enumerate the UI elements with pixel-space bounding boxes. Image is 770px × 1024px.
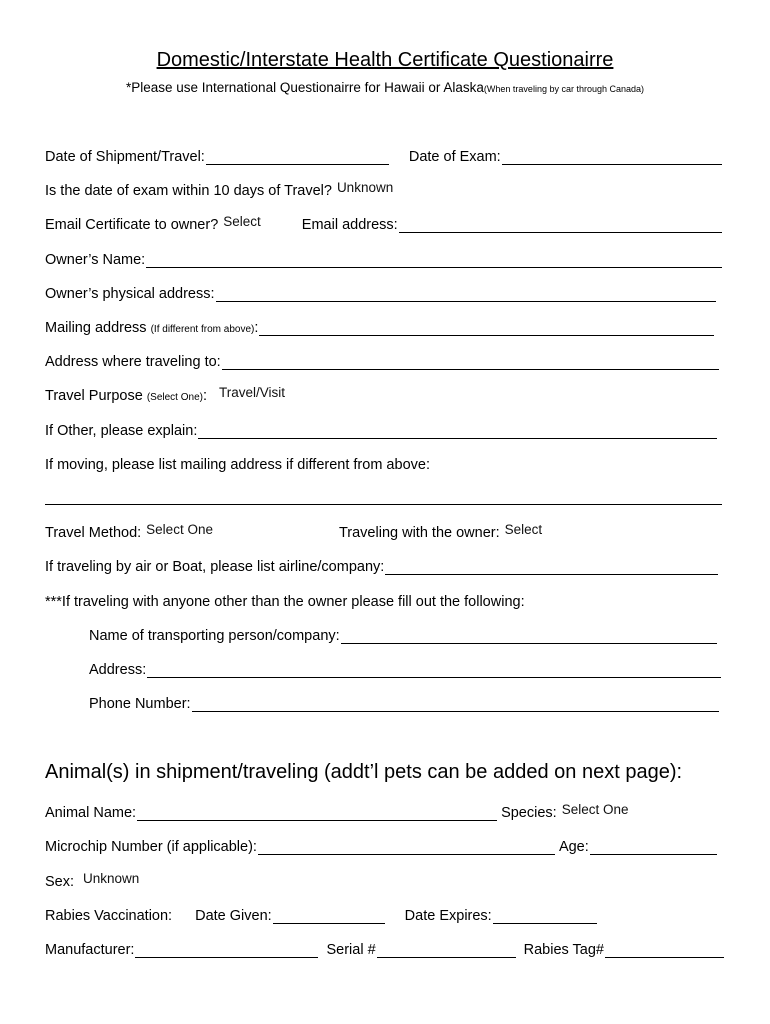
travel-method-select[interactable]: Select One xyxy=(146,522,213,537)
date-expires-label: Date Expires: xyxy=(404,908,492,924)
row-purpose xyxy=(45,384,722,404)
traveling-to-field[interactable] xyxy=(222,353,719,370)
transport-address-field[interactable] xyxy=(147,661,721,678)
species-select[interactable]: Select One xyxy=(561,802,629,817)
row-other-person-note xyxy=(45,590,722,610)
row-moving xyxy=(45,453,722,473)
animal-name-field[interactable] xyxy=(137,804,497,821)
date-exam-field[interactable] xyxy=(502,148,722,165)
row-within-10-days xyxy=(45,179,722,199)
purpose-label: Travel Purpose (Select One): xyxy=(45,388,207,404)
date-shipment-label: Date of Shipment/Travel: xyxy=(45,149,205,165)
transport-address-label: Address: xyxy=(89,662,147,678)
row-sex xyxy=(45,870,722,890)
subtitle-main: *Please use International Questionairre for Hawaii or Alaska xyxy=(125,80,484,95)
email-address-label: Email address: xyxy=(301,217,398,233)
manufacturer-label: Manufacturer: xyxy=(45,942,135,958)
date-shipment-field[interactable] xyxy=(206,148,389,165)
row-traveling-to xyxy=(45,350,719,370)
date-given-label: Date Given: xyxy=(195,908,272,924)
within-10-days-select[interactable]: Unknown xyxy=(336,180,394,195)
row-owner-physical xyxy=(45,282,716,302)
age-label: Age: xyxy=(558,839,589,855)
sex-select[interactable]: Unknown xyxy=(83,871,140,886)
subtitle-note: (When traveling by car through Canada) xyxy=(483,84,645,94)
rabies-tag-label: Rabies Tag# xyxy=(523,942,604,958)
row-email xyxy=(45,213,722,233)
row-other-explain xyxy=(45,419,717,439)
row-mailing xyxy=(45,316,714,336)
serial-field[interactable] xyxy=(377,941,516,958)
manufacturer-field[interactable] xyxy=(135,941,318,958)
other-person-note: ***If traveling with anyone other than the owner please fill out the following: xyxy=(45,594,525,610)
mailing-label: Mailing address (If different from above): xyxy=(45,320,259,336)
species-label: Species: xyxy=(501,805,557,821)
email-cert-select[interactable]: Select xyxy=(223,214,261,229)
row-animal-name xyxy=(45,801,722,821)
within-10-days-label: Is the date of exam within 10 days of Travel? xyxy=(45,183,332,199)
rabies-label: Rabies Vaccination: xyxy=(45,908,173,924)
transport-name-field[interactable] xyxy=(341,627,717,644)
page-title: Domestic/Interstate Health Certificate Questionairre xyxy=(156,49,614,71)
traveling-to-label: Address where traveling to: xyxy=(45,354,221,370)
owner-physical-field[interactable] xyxy=(216,285,716,302)
row-travel-method xyxy=(45,521,722,541)
age-field[interactable] xyxy=(590,838,717,855)
page-subtitle xyxy=(0,80,770,95)
moving-address-field[interactable] xyxy=(45,504,722,505)
animal-name-label: Animal Name: xyxy=(45,805,137,821)
microchip-label: Microchip Number (if applicable): xyxy=(45,839,257,855)
row-rabies xyxy=(45,904,722,924)
with-owner-select[interactable]: Select xyxy=(504,522,543,537)
row-microchip xyxy=(45,835,717,855)
email-address-field[interactable] xyxy=(399,216,722,233)
row-owner-name xyxy=(45,248,722,268)
row-manufacturer xyxy=(45,938,724,958)
transport-name-label: Name of transporting person/company: xyxy=(89,628,340,644)
date-exam-label: Date of Exam: xyxy=(408,149,501,165)
row-transport-address xyxy=(89,658,721,678)
purpose-select[interactable]: Travel/Visit xyxy=(219,385,286,400)
serial-label: Serial # xyxy=(326,942,376,958)
row-airline xyxy=(45,555,718,575)
moving-label: If moving, please list mailing address if different from above: xyxy=(45,457,430,473)
transport-phone-label: Phone Number: xyxy=(89,696,191,712)
row-transport-name xyxy=(89,624,717,644)
airline-label: If traveling by air or Boat, please list airline/company: xyxy=(45,559,385,575)
other-explain-label: If Other, please explain: xyxy=(45,423,198,439)
mailing-field[interactable] xyxy=(259,319,714,336)
animal-section-heading: Animal(s) in shipment/traveling (addt’l pets can be added on next page): xyxy=(45,761,683,783)
owner-name-field[interactable] xyxy=(146,251,722,268)
transport-phone-field[interactable] xyxy=(192,695,719,712)
email-cert-label: Email Certificate to owner? xyxy=(45,217,219,233)
travel-method-label: Travel Method: xyxy=(45,525,142,541)
rabies-tag-field[interactable] xyxy=(605,941,724,958)
row-dates xyxy=(45,145,722,165)
date-expires-field[interactable] xyxy=(493,907,597,924)
owner-physical-label: Owner’s physical address: xyxy=(45,286,215,302)
date-given-field[interactable] xyxy=(273,907,385,924)
microchip-field[interactable] xyxy=(258,838,555,855)
row-transport-phone xyxy=(89,692,719,712)
with-owner-label: Traveling with the owner: xyxy=(338,525,500,541)
airline-field[interactable] xyxy=(385,558,718,575)
other-explain-field[interactable] xyxy=(198,422,717,439)
sex-label: Sex: xyxy=(45,874,75,890)
owner-name-label: Owner’s Name: xyxy=(45,252,146,268)
